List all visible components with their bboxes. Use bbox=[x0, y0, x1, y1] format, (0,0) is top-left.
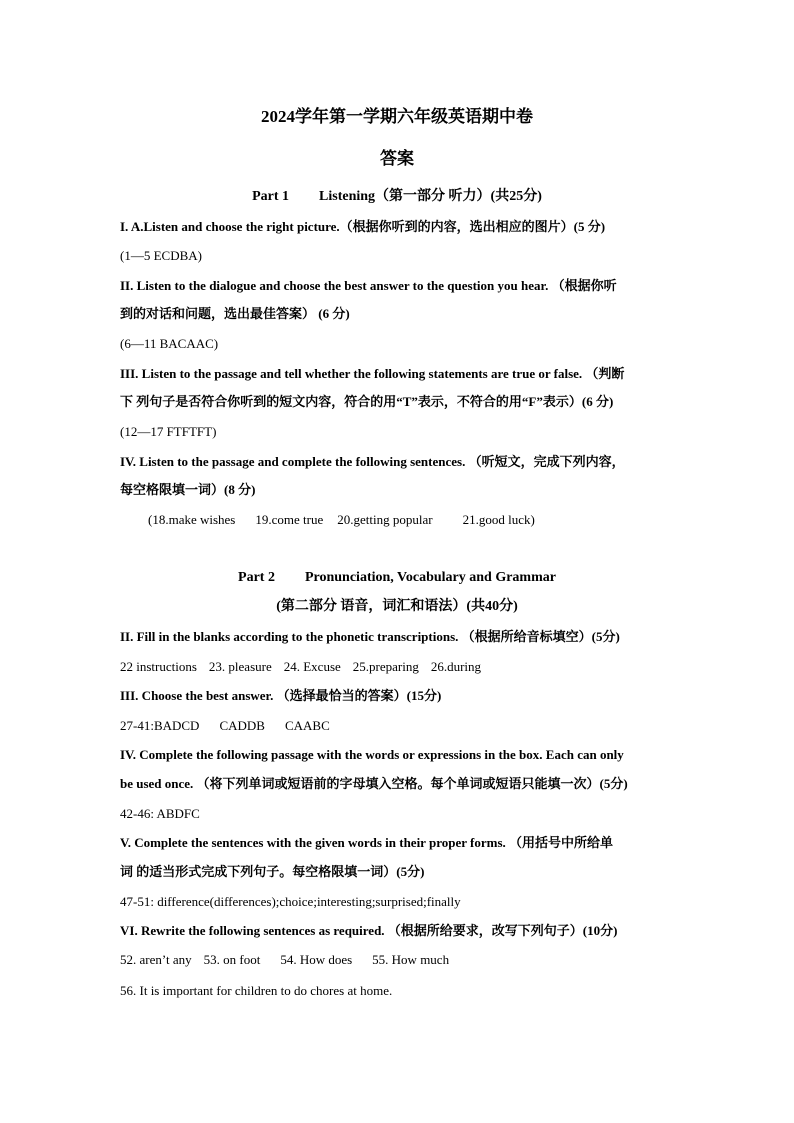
answer-item: 53. on foot bbox=[203, 952, 261, 967]
page-subtitle: 答案 bbox=[380, 149, 414, 168]
p2-section5-answer: 47-51: difference(differences);choice;interesting;surprised;finally bbox=[120, 894, 461, 909]
section4-heading-line2: 每空格限填一词）(8 分) bbox=[120, 482, 256, 497]
p2-section2-answers bbox=[120, 658, 481, 676]
answer-item: 19.come true bbox=[255, 512, 324, 527]
section1-answer: (1—5 ECDBA) bbox=[120, 248, 202, 263]
section2-answer: (6—11 BACAAC) bbox=[120, 336, 219, 351]
p2-section5-heading-line2: 词 的适当形式完成下列句子。每空格限填一词）(5分) bbox=[120, 864, 425, 879]
answer-item: 52. aren’t any bbox=[120, 952, 192, 967]
section1-heading: I. A.Listen and choose the right picture.（根据你听到的内容，选出相应的图片）(5 分) bbox=[120, 219, 606, 234]
answer-item: 22 instructions bbox=[120, 659, 197, 674]
section2-heading-line2: 到的对话和问题，选出最佳答案） (6 分) bbox=[120, 306, 350, 321]
answer-item: 21.good luck) bbox=[462, 512, 535, 527]
p2-section4-heading-line1: IV. Complete the following passage with the words or expressions in the box. Each can only bbox=[120, 747, 624, 762]
answer-item: 55. How much bbox=[372, 952, 450, 967]
part1-heading bbox=[0, 188, 794, 206]
section4-answers bbox=[148, 511, 535, 529]
p2-section6-answers bbox=[120, 951, 449, 969]
part2-heading bbox=[0, 569, 794, 587]
part1-name: Listening（第一部分 听力）(共25分) bbox=[319, 189, 542, 204]
part2-label: Part 2 bbox=[238, 570, 275, 585]
answer-item: 27-41:BADCD bbox=[120, 718, 200, 733]
part2-name: Pronunciation, Vocabulary and Grammar bbox=[304, 570, 556, 585]
p2-section4-heading-line2: be used once. （将下列单词或短语前的字母填入空格。每个单词或短语只能填一次）(5分) bbox=[120, 776, 628, 791]
part1-label: Part 1 bbox=[252, 189, 290, 204]
section3-heading-line1: III. Listen to the passage and tell whether the following statements are true or false. （判断 bbox=[120, 366, 625, 381]
p2-section4-answer: 42-46: ABDFC bbox=[120, 806, 200, 821]
section2-heading-line1: II. Listen to the dialogue and choose the best answer to the question you hear. （根据你听 bbox=[120, 278, 617, 293]
answer-item: 54. How does bbox=[280, 952, 353, 967]
section3-heading-line2: 下 列句子是否符合你听到的短文内容，符合的用“T”表示，不符合的用“F”表示）(6 分) bbox=[120, 394, 614, 409]
answer-item: (18.make wishes bbox=[148, 512, 236, 527]
section4-heading-line1: IV. Listen to the passage and complete the following sentences. （听短文，完成下列内容， bbox=[120, 454, 625, 469]
answer-item: 23. pleasure bbox=[208, 659, 272, 674]
answer-item: 26.during bbox=[430, 659, 482, 674]
answer-item: 24. Excuse bbox=[283, 659, 341, 674]
section3-answer: (12—17 FTFTFT) bbox=[120, 424, 217, 439]
answer-item: CAABC bbox=[284, 718, 330, 733]
answer-item: 20.getting popular bbox=[337, 512, 433, 527]
p2-section3-answers bbox=[120, 717, 330, 735]
answer-item: 25.preparing bbox=[352, 659, 419, 674]
p2-section5-heading-line1: V. Complete the sentences with the given words in their proper forms. （用括号中所给单 bbox=[120, 835, 614, 850]
part2-subheading: (第二部分 语音，词汇和语法）(共40分) bbox=[276, 599, 518, 614]
page-title: 2024学年第一学期六年级英语期中卷 bbox=[261, 107, 533, 126]
answer-item: CADDB bbox=[219, 718, 265, 733]
p2-section3-heading: III. Choose the best answer. （选择最恰当的答案）(15分) bbox=[120, 688, 442, 703]
p2-section2-heading: II. Fill in the blanks according to the phonetic transcriptions. （根据所给音标填空）(5分) bbox=[120, 629, 620, 644]
p2-section6-heading: VI. Rewrite the following sentences as required. （根据所给要求，改写下列句子）(10分) bbox=[120, 923, 618, 938]
p2-section6-answer56: 56. It is important for children to do chores at home. bbox=[120, 983, 393, 998]
